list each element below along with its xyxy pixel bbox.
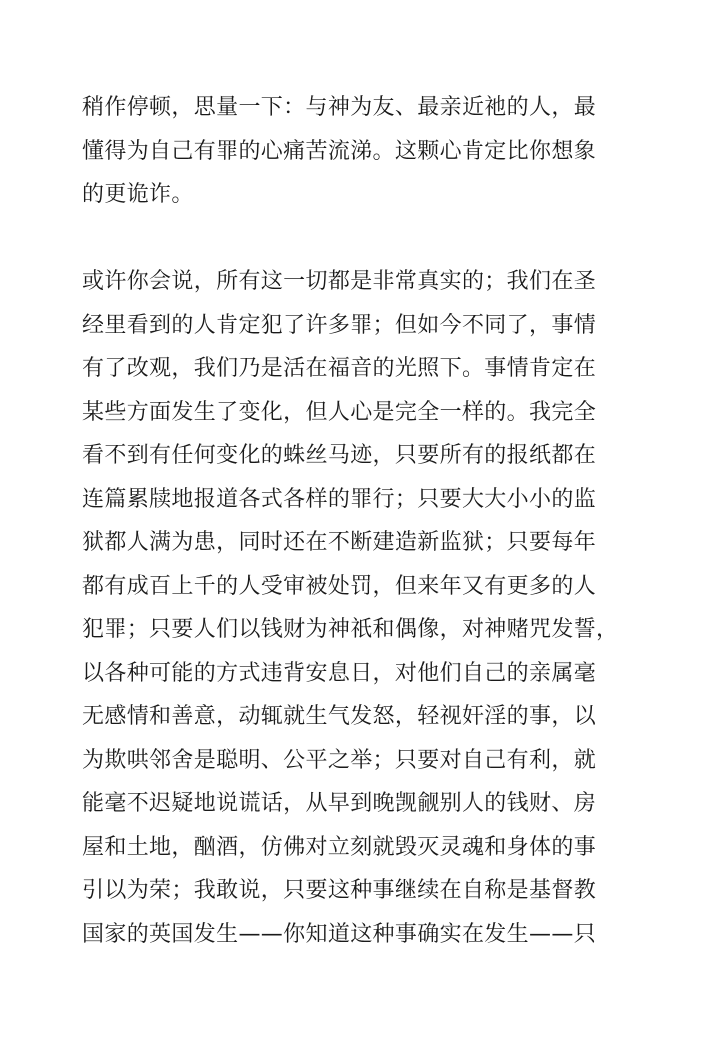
text-line: 为欺哄邻舍是聪明、公平之举；只要对自己有利，就 [82, 747, 597, 773]
text-line: 看不到有任何变化的蛛丝马迹，只要所有的报纸都在 [82, 443, 597, 468]
text-line: 连篇累牍地报道各式各样的罪行；只要大大小小的监 [82, 486, 597, 512]
text-line: 以各种可能的方式违背安息日，对他们自己的亲属毫 [82, 660, 597, 686]
text-line: 某些方面发生了变化，但人心是完全一样的。我完全 [82, 399, 597, 425]
text-line: 的更诡诈。 [82, 182, 194, 207]
text-line: 狱都人满为患，同时还在不断建造新监狱；只要每年 [82, 530, 597, 555]
text-line: 引以为荣；我敢说，只要这种事继续在自称是基督教 [82, 878, 597, 903]
text-line: 有了改观，我们乃是活在福音的光照下。事情肯定在 [82, 356, 597, 381]
text-line: 或许你会说，所有这一切都是非常真实的；我们在圣 [82, 269, 597, 294]
text-line: 稍作停顿，思量一下：与神为友、最亲近祂的人，最 [82, 95, 597, 120]
text-line: 无感情和善意，动辄就生气发怒，轻视奸淫的事，以 [82, 704, 597, 729]
text-line: 都有成百上千的人受审被处罚，但来年又有更多的人 [82, 573, 597, 599]
text-line: 犯罪；只要人们以钱财为神祇和偶像，对神赌咒发誓， [82, 617, 619, 642]
text-line: 能毫不迟疑地说谎话，从早到晚觊觎别人的钱财、房 [82, 791, 597, 816]
text-line: 国家的英国发生——你知道这种事确实在发生——只 [82, 921, 597, 947]
paragraph-1 [82, 86, 642, 217]
text-line: 经里看到的人肯定犯了许多罪；但如今不同了，事情 [82, 312, 597, 338]
text-line: 屋和土地，酗酒，仿佛对立刻就毁灭灵魂和身体的事 [82, 834, 597, 860]
text-line: 懂得为自己有罪的心痛苦流涕。这颗心肯定比你想象 [82, 138, 597, 164]
paragraph-2 [82, 260, 642, 956]
